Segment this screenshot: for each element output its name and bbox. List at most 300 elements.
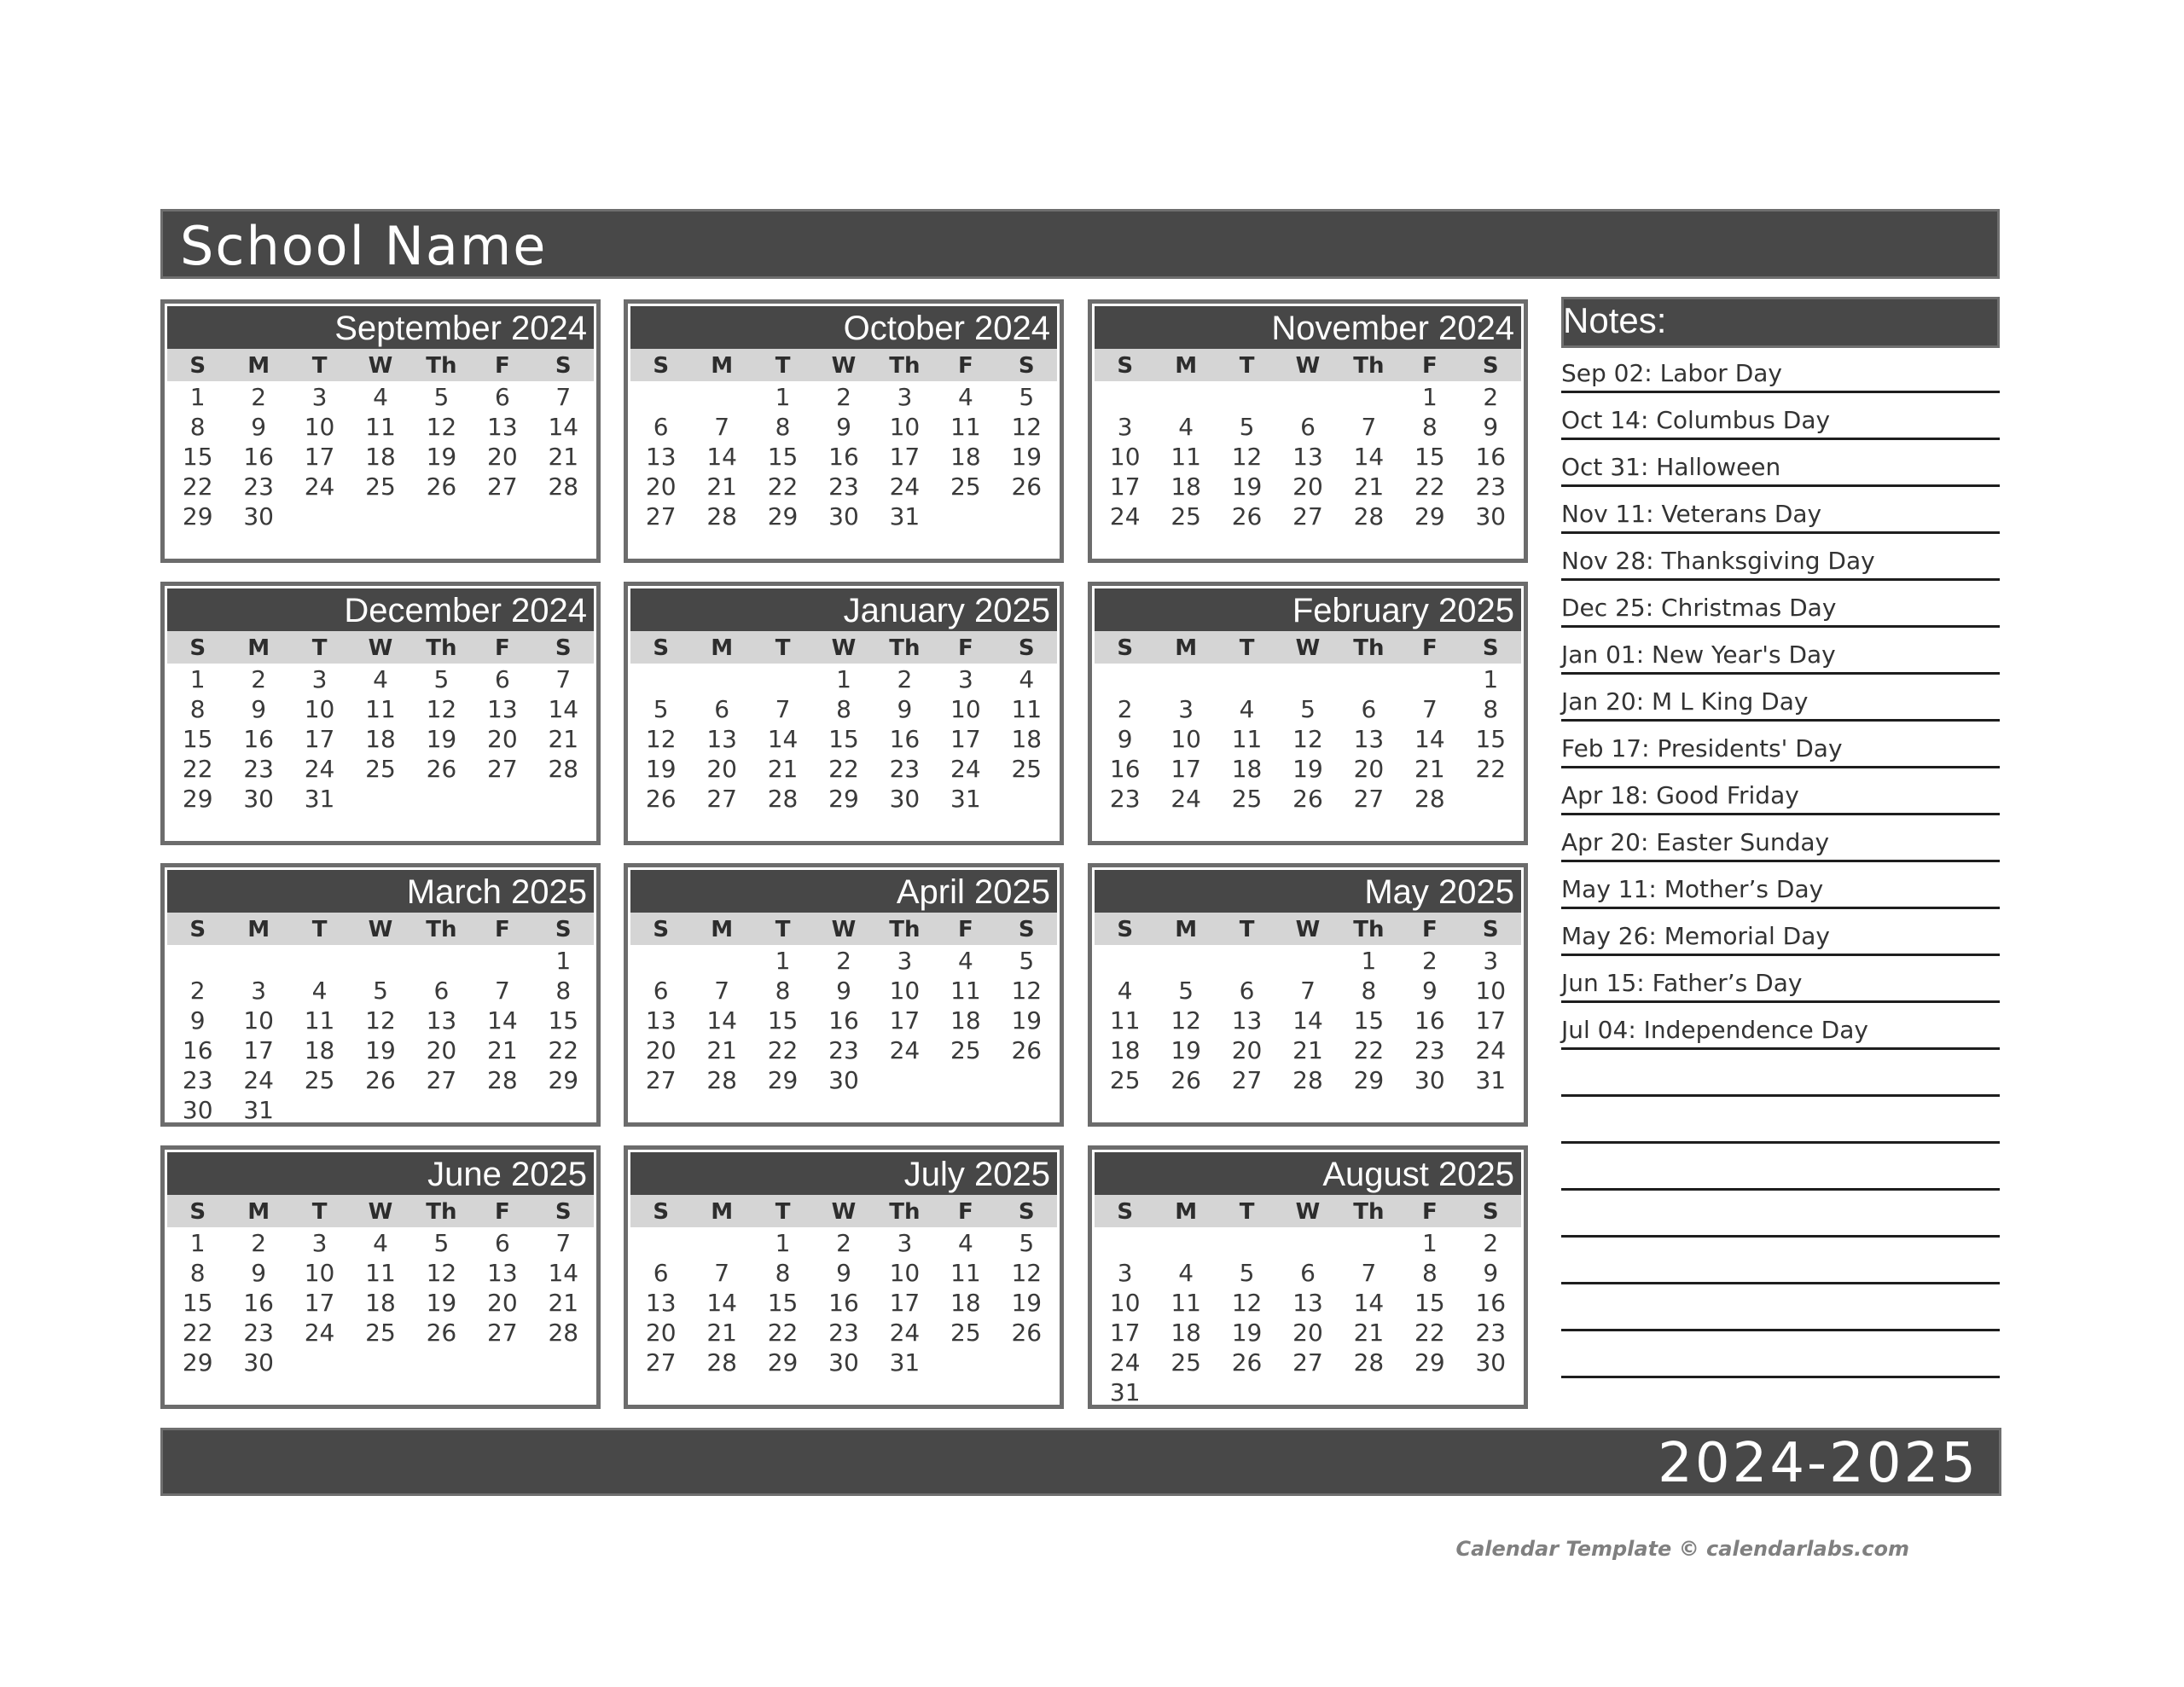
- days-grid: [167, 664, 594, 814]
- weekday-label: Th: [889, 353, 921, 379]
- day-cell: 20: [645, 1319, 677, 1347]
- day-cell: 19: [1011, 1006, 1043, 1035]
- day-cell: 6: [1239, 977, 1255, 1005]
- day-cell: 6: [653, 977, 669, 1005]
- empty-day-cell: [289, 946, 350, 976]
- day-cell: 15: [182, 443, 213, 471]
- day-cell: 21: [706, 1319, 737, 1347]
- day-cell: 21: [548, 443, 579, 471]
- day-cell: 27: [645, 502, 677, 530]
- weekday-label: F: [1421, 635, 1438, 661]
- weekday-label: F: [494, 635, 510, 661]
- weekday-header-row: [1095, 631, 1521, 664]
- day-cell: 30: [243, 785, 274, 813]
- weekday-header-row: [630, 349, 1057, 381]
- day-cell: 17: [304, 1289, 335, 1317]
- day-cell: 11: [950, 1259, 981, 1287]
- month-calendar: [1088, 582, 1528, 845]
- day-cell: 28: [548, 472, 579, 501]
- day-cell: 17: [1475, 1006, 1507, 1035]
- day-cell: 15: [767, 1289, 799, 1317]
- day-cell: 5: [653, 695, 669, 723]
- day-cell: 25: [1170, 502, 1201, 530]
- empty-day-cell: [1339, 1228, 1399, 1258]
- note-blank-line: [1561, 1050, 2000, 1097]
- day-cell: 31: [304, 785, 335, 813]
- day-cell: 13: [645, 443, 677, 471]
- empty-day-cell: [630, 946, 691, 976]
- note-item: [1561, 487, 2000, 534]
- day-cell: 4: [1239, 695, 1255, 723]
- month-title: December 2024: [344, 592, 587, 629]
- day-cell: 21: [767, 755, 799, 783]
- weekday-label: M: [247, 917, 270, 942]
- weekday-label: S: [1117, 1199, 1134, 1225]
- weekday-label: S: [653, 635, 670, 661]
- day-cell: 19: [1011, 443, 1043, 471]
- weekday-label: W: [1295, 635, 1321, 661]
- day-cell: 4: [311, 977, 328, 1005]
- empty-day-cell: [691, 1228, 752, 1258]
- empty-day-cell: [1217, 664, 1277, 694]
- weekday-label: S: [189, 635, 206, 661]
- day-cell: 29: [767, 502, 799, 530]
- day-cell: 13: [1292, 443, 1323, 471]
- day-cell: 23: [243, 1319, 274, 1347]
- day-cell: 17: [950, 725, 981, 753]
- day-cell: 26: [645, 785, 677, 813]
- day-cell: 4: [957, 947, 973, 975]
- day-cell: 17: [889, 1289, 921, 1317]
- day-cell: 17: [1170, 755, 1201, 783]
- month-calendar: [624, 1145, 1064, 1409]
- day-cell: 24: [1109, 1348, 1141, 1377]
- day-cell: 6: [1361, 695, 1377, 723]
- day-cell: 10: [889, 413, 921, 441]
- day-cell: 19: [1011, 1289, 1043, 1317]
- empty-day-cell: [630, 1228, 691, 1258]
- note-text: Apr 20: Easter Sunday: [1561, 828, 1830, 856]
- note-item: [1561, 675, 2000, 722]
- day-cell: 7: [714, 413, 730, 441]
- day-cell: 30: [182, 1096, 213, 1124]
- weekday-label: T: [311, 917, 328, 942]
- day-cell: 22: [182, 472, 213, 501]
- day-cell: 30: [243, 502, 274, 530]
- weekday-label: M: [247, 353, 270, 379]
- day-cell: 10: [304, 695, 335, 723]
- day-cell: 5: [1239, 1259, 1255, 1287]
- day-cell: 12: [1011, 1259, 1043, 1287]
- day-cell: 31: [1109, 1378, 1141, 1406]
- weekday-label: S: [1018, 1199, 1035, 1225]
- day-cell: 18: [950, 1289, 981, 1317]
- note-text: Nov 28: Thanksgiving Day: [1561, 547, 1875, 575]
- weekday-label: F: [957, 1199, 973, 1225]
- day-cell: 29: [182, 1348, 213, 1377]
- day-cell: 9: [251, 1259, 267, 1287]
- empty-day-cell: [1217, 382, 1277, 412]
- day-cell: 4: [373, 665, 388, 693]
- weekday-label: T: [1239, 1199, 1255, 1225]
- day-cell: 11: [365, 695, 396, 723]
- weekday-header-row: [167, 631, 594, 664]
- day-cell: 7: [555, 383, 572, 411]
- day-cell: 24: [243, 1066, 274, 1094]
- note-item: [1561, 346, 2000, 393]
- day-cell: 24: [1109, 502, 1141, 530]
- weekday-label: M: [1175, 1199, 1198, 1225]
- day-cell: 22: [767, 1319, 799, 1347]
- weekday-label: W: [831, 635, 857, 661]
- note-item: [1561, 815, 2000, 862]
- day-cell: 17: [1109, 472, 1141, 501]
- day-cell: 18: [1170, 1319, 1201, 1347]
- weekday-label: F: [957, 353, 973, 379]
- day-cell: 6: [494, 1229, 510, 1257]
- note-item: [1561, 862, 2000, 909]
- day-cell: 14: [548, 695, 579, 723]
- weekday-label: W: [1295, 353, 1321, 379]
- day-cell: 24: [889, 1036, 921, 1064]
- day-cell: 19: [426, 1289, 457, 1317]
- day-cell: 3: [1483, 947, 1499, 975]
- days-grid: [1095, 946, 1521, 1095]
- day-cell: 24: [304, 1319, 335, 1347]
- day-cell: 9: [836, 413, 851, 441]
- empty-day-cell: [472, 946, 532, 976]
- day-cell: 24: [950, 755, 981, 783]
- day-cell: 17: [889, 1006, 921, 1035]
- day-cell: 20: [645, 472, 677, 501]
- day-cell: 25: [1231, 785, 1263, 813]
- day-cell: 16: [1475, 1289, 1507, 1317]
- day-cell: 29: [548, 1066, 579, 1094]
- note-item: [1561, 581, 2000, 628]
- empty-day-cell: [1217, 946, 1277, 976]
- day-cell: 14: [1292, 1006, 1323, 1035]
- month-calendar: [160, 299, 601, 563]
- day-cell: 16: [243, 725, 274, 753]
- day-cell: 16: [889, 725, 921, 753]
- day-cell: 9: [1483, 413, 1499, 441]
- days-grid: [167, 946, 594, 1125]
- day-cell: 11: [1011, 695, 1043, 723]
- day-cell: 17: [304, 443, 335, 471]
- day-cell: 26: [426, 755, 457, 783]
- empty-day-cell: [1277, 664, 1338, 694]
- day-cell: 12: [426, 413, 457, 441]
- day-cell: 5: [1178, 977, 1194, 1005]
- empty-day-cell: [1155, 382, 1216, 412]
- school-name-title: School Name: [180, 215, 548, 277]
- day-cell: 4: [957, 383, 973, 411]
- month-calendar: [160, 863, 601, 1127]
- day-cell: 22: [1353, 1036, 1385, 1064]
- days-grid: [630, 382, 1057, 531]
- day-cell: 30: [1475, 502, 1507, 530]
- day-cell: 10: [1475, 977, 1507, 1005]
- empty-day-cell: [228, 946, 288, 976]
- day-cell: 7: [714, 977, 730, 1005]
- day-cell: 1: [189, 665, 206, 693]
- day-cell: 10: [1109, 443, 1141, 471]
- weekday-header-row: [630, 913, 1057, 945]
- weekday-label: S: [1117, 917, 1134, 942]
- day-cell: 19: [426, 443, 457, 471]
- note-text: Oct 31: Halloween: [1561, 453, 1781, 481]
- day-cell: 29: [767, 1066, 799, 1094]
- empty-day-cell: [1217, 1228, 1277, 1258]
- weekday-label: S: [555, 353, 572, 379]
- day-cell: 25: [365, 1319, 396, 1347]
- day-cell: 26: [1292, 785, 1323, 813]
- weekday-label: F: [957, 635, 973, 661]
- day-cell: 23: [1475, 1319, 1507, 1347]
- weekday-label: S: [1482, 917, 1499, 942]
- day-cell: 2: [251, 665, 267, 693]
- note-text: Oct 14: Columbus Day: [1561, 406, 1831, 434]
- day-cell: 21: [548, 1289, 579, 1317]
- weekday-label: S: [555, 917, 572, 942]
- weekday-label: S: [1117, 353, 1134, 379]
- day-cell: 12: [1011, 977, 1043, 1005]
- day-cell: 2: [1483, 1229, 1499, 1257]
- day-cell: 1: [555, 947, 572, 975]
- day-cell: 27: [487, 755, 518, 783]
- day-cell: 16: [1414, 1006, 1445, 1035]
- day-cell: 25: [365, 472, 396, 501]
- day-cell: 26: [1011, 472, 1043, 501]
- weekday-header-row: [167, 913, 594, 945]
- day-cell: 10: [304, 413, 335, 441]
- day-cell: 4: [1178, 413, 1194, 441]
- note-text: Apr 18: Good Friday: [1561, 781, 1799, 809]
- empty-day-cell: [1277, 382, 1338, 412]
- day-cell: 21: [548, 725, 579, 753]
- day-cell: 1: [189, 383, 206, 411]
- day-cell: 2: [1483, 383, 1499, 411]
- notes-list: [1561, 346, 2000, 1378]
- weekday-label: Th: [889, 917, 921, 942]
- day-cell: 25: [950, 1319, 981, 1347]
- day-cell: 11: [1170, 443, 1201, 471]
- day-cell: 29: [182, 502, 213, 530]
- day-cell: 6: [653, 1259, 669, 1287]
- weekday-label: T: [311, 1199, 328, 1225]
- day-cell: 23: [182, 1066, 213, 1094]
- day-cell: 1: [836, 665, 851, 693]
- day-cell: 13: [1353, 725, 1385, 753]
- day-cell: 25: [365, 755, 396, 783]
- empty-day-cell: [1095, 1228, 1155, 1258]
- days-grid: [630, 946, 1057, 1095]
- day-cell: 7: [1361, 413, 1377, 441]
- day-cell: 12: [1011, 413, 1043, 441]
- day-cell: 28: [487, 1066, 518, 1094]
- day-cell: 26: [365, 1066, 396, 1094]
- day-cell: 2: [836, 1229, 851, 1257]
- days-grid: [630, 664, 1057, 814]
- day-cell: 20: [1353, 755, 1385, 783]
- day-cell: 6: [433, 977, 450, 1005]
- day-cell: 7: [494, 977, 510, 1005]
- day-cell: 26: [1231, 1348, 1263, 1377]
- day-cell: 26: [426, 1319, 457, 1347]
- day-cell: 20: [1292, 472, 1323, 501]
- weekday-label: F: [1421, 1199, 1438, 1225]
- day-cell: 5: [1019, 1229, 1035, 1257]
- weekday-label: F: [1421, 917, 1438, 942]
- day-cell: 19: [426, 725, 457, 753]
- note-blank-line: [1561, 1238, 2000, 1284]
- day-cell: 4: [1117, 977, 1133, 1005]
- day-cell: 4: [373, 1229, 388, 1257]
- day-cell: 26: [1231, 502, 1263, 530]
- day-cell: 19: [645, 755, 677, 783]
- day-cell: 3: [311, 1229, 328, 1257]
- day-cell: 9: [836, 1259, 851, 1287]
- day-cell: 15: [1353, 1006, 1385, 1035]
- weekday-label: W: [1295, 917, 1321, 942]
- empty-day-cell: [691, 382, 752, 412]
- month-header: [167, 588, 594, 631]
- weekday-label: T: [775, 635, 791, 661]
- day-cell: 19: [365, 1036, 396, 1064]
- day-cell: 24: [1170, 785, 1201, 813]
- day-cell: 13: [487, 1259, 518, 1287]
- day-cell: 20: [645, 1036, 677, 1064]
- empty-day-cell: [752, 664, 813, 694]
- day-cell: 3: [957, 665, 973, 693]
- day-cell: 8: [1421, 1259, 1438, 1287]
- day-cell: 12: [426, 695, 457, 723]
- month-header: [630, 870, 1057, 913]
- empty-day-cell: [691, 946, 752, 976]
- day-cell: 15: [1475, 725, 1507, 753]
- day-cell: 11: [950, 977, 981, 1005]
- note-text: May 11: Mother’s Day: [1561, 875, 1824, 903]
- day-cell: 21: [706, 472, 737, 501]
- empty-day-cell: [1339, 382, 1399, 412]
- day-cell: 24: [304, 755, 335, 783]
- weekday-label: F: [494, 1199, 510, 1225]
- day-cell: 1: [1421, 1229, 1438, 1257]
- weekday-label: W: [831, 353, 857, 379]
- day-cell: 17: [243, 1036, 274, 1064]
- day-cell: 25: [950, 1036, 981, 1064]
- weekday-label: F: [1421, 353, 1438, 379]
- month-calendar: [1088, 1145, 1528, 1409]
- day-cell: 8: [775, 413, 791, 441]
- day-cell: 16: [828, 1289, 859, 1317]
- weekday-label: S: [1482, 1199, 1499, 1225]
- days-grid: [1095, 1228, 1521, 1407]
- day-cell: 2: [836, 947, 851, 975]
- day-cell: 27: [1353, 785, 1385, 813]
- month-header: [1095, 870, 1521, 913]
- day-cell: 1: [1421, 383, 1438, 411]
- weekday-label: M: [247, 1199, 270, 1225]
- day-cell: 20: [426, 1036, 457, 1064]
- month-calendar: [624, 863, 1064, 1127]
- year-range-label: 2024-2025: [1658, 1432, 1978, 1495]
- day-cell: 14: [548, 1259, 579, 1287]
- day-cell: 6: [1300, 413, 1316, 441]
- day-cell: 18: [1109, 1036, 1141, 1064]
- day-cell: 16: [1475, 443, 1507, 471]
- day-cell: 7: [714, 1259, 730, 1287]
- weekday-label: M: [1175, 635, 1198, 661]
- day-cell: 31: [889, 502, 921, 530]
- days-grid: [167, 1228, 594, 1377]
- day-cell: 14: [706, 1289, 737, 1317]
- month-title: January 2025: [843, 592, 1050, 629]
- note-text: Feb 17: Presidents' Day: [1561, 734, 1843, 762]
- weekday-label: M: [247, 635, 270, 661]
- day-cell: 15: [182, 725, 213, 753]
- month-title: August 2025: [1322, 1156, 1514, 1193]
- days-grid: [1095, 382, 1521, 531]
- day-cell: 20: [1292, 1319, 1323, 1347]
- day-cell: 6: [653, 413, 669, 441]
- day-cell: 15: [1414, 443, 1445, 471]
- day-cell: 5: [1019, 383, 1035, 411]
- day-cell: 26: [426, 472, 457, 501]
- day-cell: 8: [189, 695, 206, 723]
- day-cell: 2: [1117, 695, 1133, 723]
- weekday-label: T: [1239, 917, 1255, 942]
- day-cell: 10: [889, 977, 921, 1005]
- weekday-label: W: [368, 1199, 393, 1225]
- template-credit: Calendar Template © calendarlabs.com: [1455, 1537, 1909, 1561]
- day-cell: 3: [1178, 695, 1194, 723]
- weekday-header-row: [1095, 349, 1521, 381]
- day-cell: 2: [836, 383, 851, 411]
- day-cell: 28: [1353, 502, 1385, 530]
- day-cell: 28: [548, 755, 579, 783]
- day-cell: 12: [1231, 443, 1263, 471]
- day-cell: 13: [645, 1006, 677, 1035]
- day-cell: 12: [365, 1006, 396, 1035]
- day-cell: 5: [433, 1229, 450, 1257]
- day-cell: 5: [1239, 413, 1255, 441]
- day-cell: 21: [1353, 472, 1385, 501]
- year-range-banner: [160, 1428, 2001, 1496]
- day-cell: 15: [767, 443, 799, 471]
- month-header: [1095, 588, 1521, 631]
- day-cell: 5: [1019, 947, 1035, 975]
- day-cell: 28: [706, 1066, 737, 1094]
- day-cell: 16: [182, 1036, 213, 1064]
- month-calendar: [624, 299, 1064, 563]
- day-cell: 2: [251, 383, 267, 411]
- month-header: [167, 306, 594, 349]
- day-cell: 7: [1421, 695, 1438, 723]
- note-item: [1561, 628, 2000, 675]
- day-cell: 14: [1353, 1289, 1385, 1317]
- day-cell: 8: [189, 413, 206, 441]
- day-cell: 18: [365, 725, 396, 753]
- month-title: May 2025: [1364, 873, 1514, 911]
- day-cell: 4: [1178, 1259, 1194, 1287]
- day-cell: 18: [1011, 725, 1043, 753]
- day-cell: 19: [1170, 1036, 1201, 1064]
- day-cell: 29: [1414, 1348, 1445, 1377]
- day-cell: 22: [767, 1036, 799, 1064]
- day-cell: 16: [1109, 755, 1141, 783]
- weekday-label: Th: [426, 917, 457, 942]
